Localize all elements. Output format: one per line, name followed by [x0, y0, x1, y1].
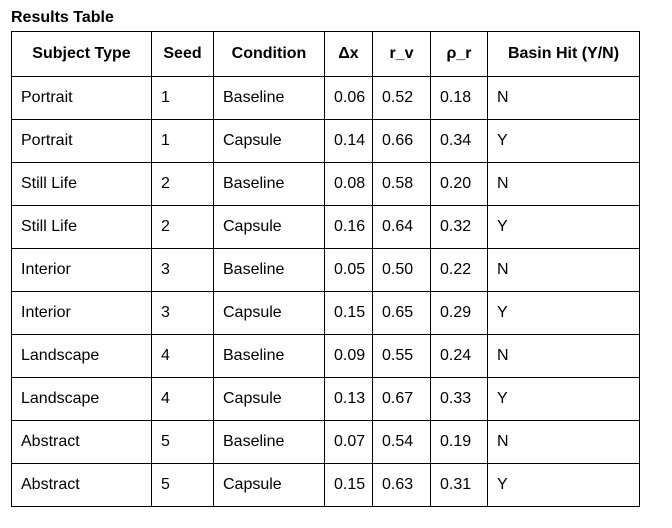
cell-delta-x: 0.07 — [325, 421, 373, 464]
cell-delta-x: 0.16 — [325, 206, 373, 249]
cell-r-v: 0.52 — [373, 77, 431, 120]
cell-delta-x: 0.05 — [325, 249, 373, 292]
cell-r-v: 0.55 — [373, 335, 431, 378]
cell-seed: 3 — [152, 292, 214, 335]
table-header-row — [12, 32, 640, 77]
cell-basin-hit: Y — [488, 464, 640, 507]
cell-seed: 1 — [152, 77, 214, 120]
table-title: Results Table — [11, 9, 114, 26]
cell-rho-r: 0.33 — [431, 378, 488, 421]
table-row — [12, 77, 640, 120]
cell-delta-x: 0.15 — [325, 464, 373, 507]
cell-r-v: 0.66 — [373, 120, 431, 163]
cell-rho-r: 0.18 — [431, 77, 488, 120]
cell-condition: Baseline — [214, 421, 325, 464]
cell-delta-x: 0.06 — [325, 77, 373, 120]
cell-basin-hit: Y — [488, 292, 640, 335]
cell-basin-hit: N — [488, 421, 640, 464]
cell-seed: 4 — [152, 335, 214, 378]
table-row — [12, 120, 640, 163]
cell-condition: Capsule — [214, 378, 325, 421]
table-row — [12, 163, 640, 206]
cell-basin-hit: Y — [488, 120, 640, 163]
cell-basin-hit: Y — [488, 378, 640, 421]
table-row — [12, 249, 640, 292]
cell-condition: Baseline — [214, 249, 325, 292]
cell-subject-type: Abstract — [12, 421, 152, 464]
cell-rho-r: 0.29 — [431, 292, 488, 335]
cell-condition: Baseline — [214, 77, 325, 120]
cell-subject-type: Portrait — [12, 77, 152, 120]
cell-rho-r: 0.22 — [431, 249, 488, 292]
cell-condition: Baseline — [214, 335, 325, 378]
table-row — [12, 421, 640, 464]
column-header-basin-hit: Basin Hit (Y/N) — [488, 32, 640, 77]
cell-condition: Capsule — [214, 464, 325, 507]
cell-rho-r: 0.32 — [431, 206, 488, 249]
cell-r-v: 0.54 — [373, 421, 431, 464]
cell-condition: Capsule — [214, 292, 325, 335]
cell-r-v: 0.65 — [373, 292, 431, 335]
cell-seed: 2 — [152, 206, 214, 249]
cell-subject-type: Still Life — [12, 206, 152, 249]
results-table — [11, 31, 640, 507]
cell-basin-hit: N — [488, 335, 640, 378]
table-row — [12, 335, 640, 378]
cell-r-v: 0.64 — [373, 206, 431, 249]
cell-seed: 4 — [152, 378, 214, 421]
cell-rho-r: 0.31 — [431, 464, 488, 507]
cell-seed: 5 — [152, 421, 214, 464]
cell-r-v: 0.58 — [373, 163, 431, 206]
column-header-delta-x: Δx — [325, 32, 373, 77]
cell-condition: Baseline — [214, 163, 325, 206]
column-header-subject-type: Subject Type — [12, 32, 152, 77]
cell-r-v: 0.50 — [373, 249, 431, 292]
cell-basin-hit: N — [488, 163, 640, 206]
cell-delta-x: 0.08 — [325, 163, 373, 206]
cell-condition: Capsule — [214, 206, 325, 249]
cell-delta-x: 0.15 — [325, 292, 373, 335]
cell-subject-type: Interior — [12, 292, 152, 335]
cell-delta-x: 0.09 — [325, 335, 373, 378]
cell-basin-hit: N — [488, 249, 640, 292]
column-header-rho-r: ρ_r — [431, 32, 488, 77]
cell-delta-x: 0.13 — [325, 378, 373, 421]
cell-seed: 5 — [152, 464, 214, 507]
column-header-seed: Seed — [152, 32, 214, 77]
cell-subject-type: Still Life — [12, 163, 152, 206]
cell-subject-type: Abstract — [12, 464, 152, 507]
cell-r-v: 0.63 — [373, 464, 431, 507]
cell-rho-r: 0.24 — [431, 335, 488, 378]
table-row — [12, 206, 640, 249]
cell-subject-type: Landscape — [12, 378, 152, 421]
cell-r-v: 0.67 — [373, 378, 431, 421]
cell-delta-x: 0.14 — [325, 120, 373, 163]
column-header-r-v: r_v — [373, 32, 431, 77]
table-row — [12, 464, 640, 507]
cell-seed: 2 — [152, 163, 214, 206]
cell-condition: Capsule — [214, 120, 325, 163]
cell-basin-hit: Y — [488, 206, 640, 249]
cell-subject-type: Landscape — [12, 335, 152, 378]
table-row — [12, 378, 640, 421]
cell-rho-r: 0.34 — [431, 120, 488, 163]
cell-seed: 1 — [152, 120, 214, 163]
cell-subject-type: Portrait — [12, 120, 152, 163]
cell-seed: 3 — [152, 249, 214, 292]
cell-rho-r: 0.19 — [431, 421, 488, 464]
cell-rho-r: 0.20 — [431, 163, 488, 206]
table-row — [12, 292, 640, 335]
cell-subject-type: Interior — [12, 249, 152, 292]
cell-basin-hit: N — [488, 77, 640, 120]
column-header-condition: Condition — [214, 32, 325, 77]
